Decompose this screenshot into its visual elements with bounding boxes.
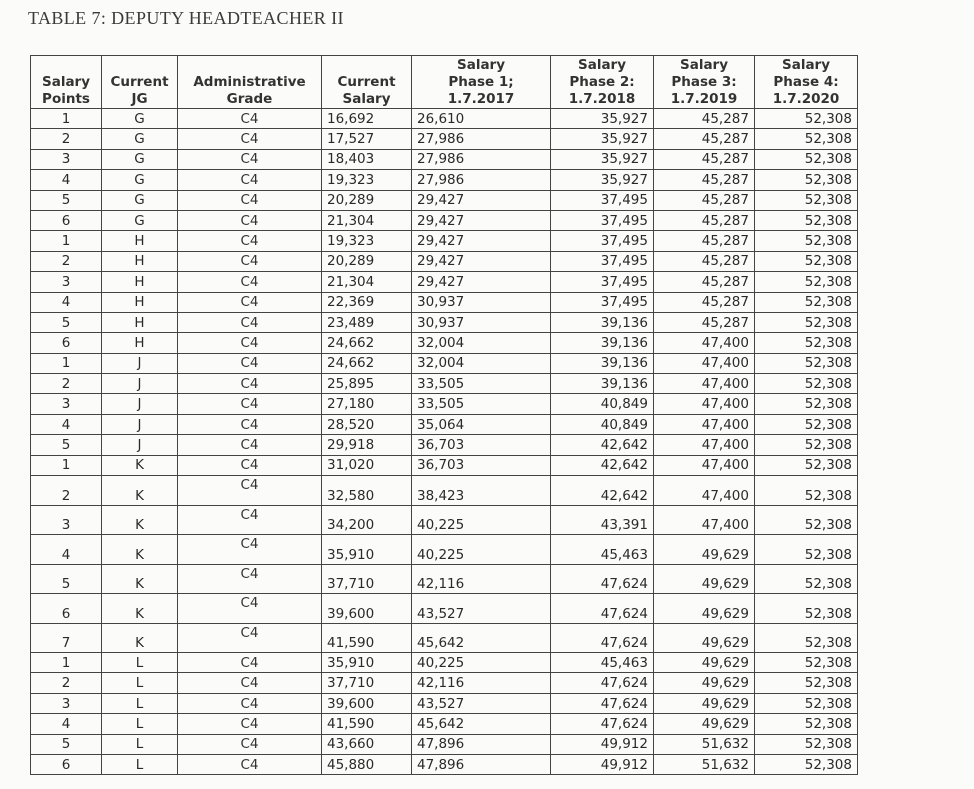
table-row bbox=[31, 374, 858, 394]
salary-points-cell: 3 bbox=[31, 149, 102, 169]
current-jg-cell: J bbox=[102, 394, 178, 414]
salary-phase-4-cell: 52,308 bbox=[755, 455, 858, 475]
salary-phase-1-cell: 36,703 bbox=[412, 455, 551, 475]
salary-phase-1-cell: 47,896 bbox=[412, 754, 551, 774]
salary-phase-2-cell: 47,624 bbox=[551, 693, 654, 713]
salary-points-cell: 4 bbox=[31, 170, 102, 190]
salary-phase-4-cell: 52,308 bbox=[755, 435, 858, 455]
salary-points-cell: 6 bbox=[31, 754, 102, 774]
administrative-grade-cell: C4 bbox=[178, 312, 322, 332]
table-row bbox=[31, 190, 858, 210]
salary-phase-3-cell: 47,400 bbox=[654, 353, 755, 373]
salary-points-cell: 7 bbox=[31, 623, 102, 653]
salary-phase-3-cell: 49,629 bbox=[654, 594, 755, 624]
current-salary-cell: 37,710 bbox=[322, 564, 412, 594]
salary-points-cell: 1 bbox=[31, 455, 102, 475]
current-salary-cell: 32,580 bbox=[322, 476, 412, 506]
salary-phase-1-cell: 29,427 bbox=[412, 272, 551, 292]
administrative-grade-cell: C4 bbox=[178, 292, 322, 312]
current-salary-cell: 43,660 bbox=[322, 734, 412, 754]
salary-points-cell: 4 bbox=[31, 535, 102, 565]
current-salary-cell: 16,692 bbox=[322, 109, 412, 129]
salary-phase-4-cell: 52,308 bbox=[755, 231, 858, 251]
salary-phase-2-cell: 35,927 bbox=[551, 149, 654, 169]
salary-points-cell: 6 bbox=[31, 594, 102, 624]
table-row bbox=[31, 714, 858, 734]
administrative-grade-cell: C4 bbox=[178, 353, 322, 373]
salary-phase-4-cell: 52,308 bbox=[755, 353, 858, 373]
current-salary-cell: 20,289 bbox=[322, 190, 412, 210]
current-jg-cell: K bbox=[102, 535, 178, 565]
current-salary-cell: 35,910 bbox=[322, 653, 412, 673]
current-jg-cell: L bbox=[102, 653, 178, 673]
salary-phase-3-cell: 49,629 bbox=[654, 564, 755, 594]
salary-phase-4-cell: 52,308 bbox=[755, 476, 858, 506]
salary-phase-4-cell: 52,308 bbox=[755, 109, 858, 129]
salary-phase-1-cell: 30,937 bbox=[412, 292, 551, 312]
salary-phase-3-cell: 47,400 bbox=[654, 476, 755, 506]
administrative-grade-cell: C4 bbox=[178, 129, 322, 149]
salary-phase-3-cell: 49,629 bbox=[654, 673, 755, 693]
current-salary-cell: 22,369 bbox=[322, 292, 412, 312]
salary-phase-4-cell: 52,308 bbox=[755, 754, 858, 774]
salary-phase-2-cell: 35,927 bbox=[551, 129, 654, 149]
salary-phase-2-cell: 49,912 bbox=[551, 734, 654, 754]
administrative-grade-cell: C4 bbox=[178, 693, 322, 713]
salary-points-cell: 2 bbox=[31, 476, 102, 506]
salary-points-cell: 4 bbox=[31, 292, 102, 312]
salary-phase-4-cell: 52,308 bbox=[755, 623, 858, 653]
salary-phase-4-cell: 52,308 bbox=[755, 149, 858, 169]
current-jg-cell: L bbox=[102, 673, 178, 693]
salary-phase-3-cell: 51,632 bbox=[654, 754, 755, 774]
current-jg-cell: H bbox=[102, 312, 178, 332]
current-jg-cell: H bbox=[102, 231, 178, 251]
salary-phase-3-cell: 45,287 bbox=[654, 170, 755, 190]
header-salary-phase-1: Salary Phase 1; 1.7.2017 bbox=[412, 56, 551, 109]
salary-phase-2-cell: 39,136 bbox=[551, 312, 654, 332]
current-jg-cell: K bbox=[102, 505, 178, 535]
salary-points-cell: 5 bbox=[31, 564, 102, 594]
administrative-grade-cell: C4 bbox=[178, 190, 322, 210]
salary-points-cell: 4 bbox=[31, 714, 102, 734]
administrative-grade-cell: C4 bbox=[178, 149, 322, 169]
salary-points-cell: 5 bbox=[31, 435, 102, 455]
current-salary-cell: 19,323 bbox=[322, 231, 412, 251]
salary-phase-4-cell: 52,308 bbox=[755, 251, 858, 271]
table-row bbox=[31, 129, 858, 149]
salary-phase-1-cell: 36,703 bbox=[412, 435, 551, 455]
salary-phase-2-cell: 49,912 bbox=[551, 754, 654, 774]
administrative-grade-cell: C4 bbox=[178, 109, 322, 129]
salary-phase-3-cell: 49,629 bbox=[654, 535, 755, 565]
salary-points-cell: 1 bbox=[31, 653, 102, 673]
salary-phase-1-cell: 29,427 bbox=[412, 251, 551, 271]
salary-phase-4-cell: 52,308 bbox=[755, 170, 858, 190]
administrative-grade-cell: C4 bbox=[178, 714, 322, 734]
salary-phase-1-cell: 29,427 bbox=[412, 231, 551, 251]
salary-phase-4-cell: 52,308 bbox=[755, 505, 858, 535]
salary-phase-3-cell: 47,400 bbox=[654, 414, 755, 434]
current-salary-cell: 29,918 bbox=[322, 435, 412, 455]
salary-phase-1-cell: 40,225 bbox=[412, 505, 551, 535]
current-salary-cell: 34,200 bbox=[322, 505, 412, 535]
table-row bbox=[31, 653, 858, 673]
header-administrative-grade: Administrative Grade bbox=[178, 56, 322, 109]
current-jg-cell: G bbox=[102, 129, 178, 149]
header-row bbox=[31, 56, 858, 109]
header-current-jg: Current JG bbox=[102, 56, 178, 109]
table-row bbox=[31, 272, 858, 292]
salary-points-cell: 5 bbox=[31, 312, 102, 332]
salary-phase-1-cell: 35,064 bbox=[412, 414, 551, 434]
salary-phase-4-cell: 52,308 bbox=[755, 714, 858, 734]
salary-phase-4-cell: 52,308 bbox=[755, 394, 858, 414]
current-jg-cell: L bbox=[102, 693, 178, 713]
current-jg-cell: L bbox=[102, 754, 178, 774]
salary-phase-3-cell: 45,287 bbox=[654, 210, 755, 230]
salary-phase-3-cell: 45,287 bbox=[654, 129, 755, 149]
salary-phase-2-cell: 45,463 bbox=[551, 653, 654, 673]
salary-phase-2-cell: 39,136 bbox=[551, 333, 654, 353]
salary-phase-1-cell: 40,225 bbox=[412, 535, 551, 565]
salary-phase-3-cell: 49,629 bbox=[654, 623, 755, 653]
salary-phase-1-cell: 32,004 bbox=[412, 353, 551, 373]
current-salary-cell: 31,020 bbox=[322, 455, 412, 475]
administrative-grade-cell: C4 bbox=[178, 435, 322, 455]
table-row bbox=[31, 231, 858, 251]
salary-phase-2-cell: 47,624 bbox=[551, 714, 654, 734]
salary-phase-2-cell: 47,624 bbox=[551, 594, 654, 624]
salary-table bbox=[30, 55, 858, 775]
salary-points-cell: 5 bbox=[31, 190, 102, 210]
header-salary-phase-2: Salary Phase 2: 1.7.2018 bbox=[551, 56, 654, 109]
table-row bbox=[31, 693, 858, 713]
salary-phase-3-cell: 45,287 bbox=[654, 292, 755, 312]
salary-phase-2-cell: 35,927 bbox=[551, 170, 654, 190]
salary-points-cell: 3 bbox=[31, 693, 102, 713]
current-jg-cell: K bbox=[102, 594, 178, 624]
salary-phase-1-cell: 27,986 bbox=[412, 170, 551, 190]
current-salary-cell: 24,662 bbox=[322, 353, 412, 373]
salary-points-cell: 3 bbox=[31, 272, 102, 292]
table-row bbox=[31, 312, 858, 332]
administrative-grade-cell: C4 bbox=[178, 231, 322, 251]
salary-table-body bbox=[31, 109, 858, 775]
current-salary-cell: 24,662 bbox=[322, 333, 412, 353]
current-jg-cell: H bbox=[102, 251, 178, 271]
table-row bbox=[31, 333, 858, 353]
salary-phase-1-cell: 30,937 bbox=[412, 312, 551, 332]
table-row bbox=[31, 623, 858, 653]
table-row bbox=[31, 673, 858, 693]
current-salary-cell: 18,403 bbox=[322, 149, 412, 169]
salary-phase-2-cell: 37,495 bbox=[551, 210, 654, 230]
current-salary-cell: 19,323 bbox=[322, 170, 412, 190]
salary-phase-1-cell: 26,610 bbox=[412, 109, 551, 129]
current-jg-cell: H bbox=[102, 272, 178, 292]
salary-phase-4-cell: 52,308 bbox=[755, 653, 858, 673]
current-salary-cell: 17,527 bbox=[322, 129, 412, 149]
salary-points-cell: 3 bbox=[31, 505, 102, 535]
salary-phase-4-cell: 52,308 bbox=[755, 535, 858, 565]
table-row bbox=[31, 535, 858, 565]
table-row bbox=[31, 292, 858, 312]
current-jg-cell: J bbox=[102, 353, 178, 373]
salary-phase-2-cell: 42,642 bbox=[551, 435, 654, 455]
salary-phase-1-cell: 33,505 bbox=[412, 394, 551, 414]
salary-phase-4-cell: 52,308 bbox=[755, 414, 858, 434]
salary-phase-4-cell: 52,308 bbox=[755, 693, 858, 713]
salary-points-cell: 6 bbox=[31, 210, 102, 230]
administrative-grade-cell: C4 bbox=[178, 455, 322, 475]
current-jg-cell: H bbox=[102, 333, 178, 353]
salary-phase-1-cell: 29,427 bbox=[412, 190, 551, 210]
salary-phase-4-cell: 52,308 bbox=[755, 374, 858, 394]
salary-phase-1-cell: 42,116 bbox=[412, 564, 551, 594]
current-jg-cell: J bbox=[102, 435, 178, 455]
salary-phase-1-cell: 47,896 bbox=[412, 734, 551, 754]
table-row bbox=[31, 149, 858, 169]
current-jg-cell: G bbox=[102, 109, 178, 129]
salary-phase-2-cell: 39,136 bbox=[551, 374, 654, 394]
table-row bbox=[31, 109, 858, 129]
table-row bbox=[31, 754, 858, 774]
salary-phase-4-cell: 52,308 bbox=[755, 129, 858, 149]
salary-phase-4-cell: 52,308 bbox=[755, 210, 858, 230]
header-salary-phase-3: Salary Phase 3: 1.7.2019 bbox=[654, 56, 755, 109]
salary-phase-3-cell: 45,287 bbox=[654, 109, 755, 129]
salary-phase-2-cell: 37,495 bbox=[551, 231, 654, 251]
salary-phase-2-cell: 37,495 bbox=[551, 190, 654, 210]
salary-phase-2-cell: 40,849 bbox=[551, 394, 654, 414]
header-current-salary: Current Salary bbox=[322, 56, 412, 109]
salary-points-cell: 2 bbox=[31, 129, 102, 149]
table-row bbox=[31, 594, 858, 624]
table-row bbox=[31, 564, 858, 594]
salary-phase-1-cell: 43,527 bbox=[412, 693, 551, 713]
salary-phase-2-cell: 43,391 bbox=[551, 505, 654, 535]
administrative-grade-cell: C4 bbox=[178, 754, 322, 774]
administrative-grade-cell: C4 bbox=[178, 623, 322, 653]
current-jg-cell: L bbox=[102, 714, 178, 734]
salary-phase-2-cell: 35,927 bbox=[551, 109, 654, 129]
table-row bbox=[31, 435, 858, 455]
salary-phase-1-cell: 45,642 bbox=[412, 623, 551, 653]
salary-phase-3-cell: 45,287 bbox=[654, 190, 755, 210]
salary-points-cell: 2 bbox=[31, 673, 102, 693]
salary-points-cell: 2 bbox=[31, 251, 102, 271]
salary-phase-3-cell: 45,287 bbox=[654, 231, 755, 251]
salary-phase-3-cell: 49,629 bbox=[654, 653, 755, 673]
table-row bbox=[31, 414, 858, 434]
current-jg-cell: G bbox=[102, 190, 178, 210]
current-jg-cell: H bbox=[102, 292, 178, 312]
salary-phase-4-cell: 52,308 bbox=[755, 734, 858, 754]
table-row bbox=[31, 394, 858, 414]
salary-phase-3-cell: 51,632 bbox=[654, 734, 755, 754]
salary-phase-3-cell: 45,287 bbox=[654, 149, 755, 169]
table-row bbox=[31, 476, 858, 506]
current-jg-cell: K bbox=[102, 455, 178, 475]
administrative-grade-cell: C4 bbox=[178, 414, 322, 434]
current-jg-cell: J bbox=[102, 374, 178, 394]
salary-phase-3-cell: 47,400 bbox=[654, 333, 755, 353]
administrative-grade-cell: C4 bbox=[178, 170, 322, 190]
salary-points-cell: 1 bbox=[31, 353, 102, 373]
administrative-grade-cell: C4 bbox=[178, 535, 322, 565]
salary-phase-4-cell: 52,308 bbox=[755, 292, 858, 312]
current-jg-cell: K bbox=[102, 564, 178, 594]
salary-phase-3-cell: 47,400 bbox=[654, 505, 755, 535]
salary-phase-1-cell: 45,642 bbox=[412, 714, 551, 734]
salary-phase-2-cell: 47,624 bbox=[551, 623, 654, 653]
current-salary-cell: 25,895 bbox=[322, 374, 412, 394]
salary-phase-2-cell: 37,495 bbox=[551, 292, 654, 312]
salary-phase-1-cell: 29,427 bbox=[412, 210, 551, 230]
table-row bbox=[31, 505, 858, 535]
table-row bbox=[31, 170, 858, 190]
administrative-grade-cell: C4 bbox=[178, 272, 322, 292]
salary-points-cell: 4 bbox=[31, 414, 102, 434]
salary-phase-2-cell: 42,642 bbox=[551, 455, 654, 475]
current-jg-cell: G bbox=[102, 170, 178, 190]
current-jg-cell: K bbox=[102, 476, 178, 506]
salary-phase-3-cell: 47,400 bbox=[654, 374, 755, 394]
salary-phase-3-cell: 47,400 bbox=[654, 435, 755, 455]
administrative-grade-cell: C4 bbox=[178, 394, 322, 414]
salary-phase-4-cell: 52,308 bbox=[755, 190, 858, 210]
salary-points-cell: 1 bbox=[31, 109, 102, 129]
salary-phase-3-cell: 45,287 bbox=[654, 312, 755, 332]
current-salary-cell: 21,304 bbox=[322, 210, 412, 230]
salary-points-cell: 1 bbox=[31, 231, 102, 251]
administrative-grade-cell: C4 bbox=[178, 505, 322, 535]
administrative-grade-cell: C4 bbox=[178, 564, 322, 594]
salary-phase-3-cell: 47,400 bbox=[654, 455, 755, 475]
salary-phase-3-cell: 47,400 bbox=[654, 394, 755, 414]
salary-points-cell: 2 bbox=[31, 374, 102, 394]
salary-phase-3-cell: 49,629 bbox=[654, 693, 755, 713]
current-jg-cell: L bbox=[102, 734, 178, 754]
current-salary-cell: 37,710 bbox=[322, 673, 412, 693]
salary-phase-1-cell: 33,505 bbox=[412, 374, 551, 394]
current-salary-cell: 27,180 bbox=[322, 394, 412, 414]
salary-phase-2-cell: 39,136 bbox=[551, 353, 654, 373]
current-salary-cell: 20,289 bbox=[322, 251, 412, 271]
administrative-grade-cell: C4 bbox=[178, 673, 322, 693]
current-jg-cell: G bbox=[102, 149, 178, 169]
salary-phase-2-cell: 45,463 bbox=[551, 535, 654, 565]
current-salary-cell: 41,590 bbox=[322, 623, 412, 653]
salary-phase-2-cell: 47,624 bbox=[551, 564, 654, 594]
current-salary-cell: 39,600 bbox=[322, 594, 412, 624]
table-row bbox=[31, 734, 858, 754]
salary-phase-2-cell: 42,642 bbox=[551, 476, 654, 506]
salary-phase-4-cell: 52,308 bbox=[755, 594, 858, 624]
salary-phase-4-cell: 52,308 bbox=[755, 272, 858, 292]
table-row bbox=[31, 251, 858, 271]
salary-phase-1-cell: 27,986 bbox=[412, 129, 551, 149]
administrative-grade-cell: C4 bbox=[178, 333, 322, 353]
salary-phase-2-cell: 37,495 bbox=[551, 251, 654, 271]
administrative-grade-cell: C4 bbox=[178, 251, 322, 271]
salary-phase-4-cell: 52,308 bbox=[755, 564, 858, 594]
salary-phase-2-cell: 40,849 bbox=[551, 414, 654, 434]
header-salary-phase-4: Salary Phase 4: 1.7.2020 bbox=[755, 56, 858, 109]
administrative-grade-cell: C4 bbox=[178, 476, 322, 506]
current-salary-cell: 41,590 bbox=[322, 714, 412, 734]
current-jg-cell: G bbox=[102, 210, 178, 230]
salary-phase-1-cell: 38,423 bbox=[412, 476, 551, 506]
administrative-grade-cell: C4 bbox=[178, 594, 322, 624]
salary-phase-1-cell: 42,116 bbox=[412, 673, 551, 693]
administrative-grade-cell: C4 bbox=[178, 374, 322, 394]
salary-phase-1-cell: 27,986 bbox=[412, 149, 551, 169]
salary-points-cell: 5 bbox=[31, 734, 102, 754]
table-row bbox=[31, 455, 858, 475]
salary-points-cell: 3 bbox=[31, 394, 102, 414]
salary-phase-1-cell: 43,527 bbox=[412, 594, 551, 624]
salary-phase-1-cell: 40,225 bbox=[412, 653, 551, 673]
current-salary-cell: 39,600 bbox=[322, 693, 412, 713]
salary-phase-2-cell: 47,624 bbox=[551, 673, 654, 693]
administrative-grade-cell: C4 bbox=[178, 734, 322, 754]
table-row bbox=[31, 210, 858, 230]
salary-phase-3-cell: 45,287 bbox=[654, 272, 755, 292]
current-salary-cell: 35,910 bbox=[322, 535, 412, 565]
current-salary-cell: 45,880 bbox=[322, 754, 412, 774]
header-salary-points: Salary Points bbox=[31, 56, 102, 109]
salary-points-cell: 6 bbox=[31, 333, 102, 353]
current-jg-cell: K bbox=[102, 623, 178, 653]
salary-phase-3-cell: 45,287 bbox=[654, 251, 755, 271]
salary-phase-3-cell: 49,629 bbox=[654, 714, 755, 734]
salary-phase-4-cell: 52,308 bbox=[755, 312, 858, 332]
salary-phase-2-cell: 37,495 bbox=[551, 272, 654, 292]
salary-phase-1-cell: 32,004 bbox=[412, 333, 551, 353]
current-jg-cell: J bbox=[102, 414, 178, 434]
salary-phase-4-cell: 52,308 bbox=[755, 673, 858, 693]
administrative-grade-cell: C4 bbox=[178, 210, 322, 230]
administrative-grade-cell: C4 bbox=[178, 653, 322, 673]
table-row bbox=[31, 353, 858, 373]
current-salary-cell: 21,304 bbox=[322, 272, 412, 292]
current-salary-cell: 28,520 bbox=[322, 414, 412, 434]
current-salary-cell: 23,489 bbox=[322, 312, 412, 332]
salary-phase-4-cell: 52,308 bbox=[755, 333, 858, 353]
page-title: TABLE 7: DEPUTY HEADTEACHER II bbox=[28, 8, 344, 28]
